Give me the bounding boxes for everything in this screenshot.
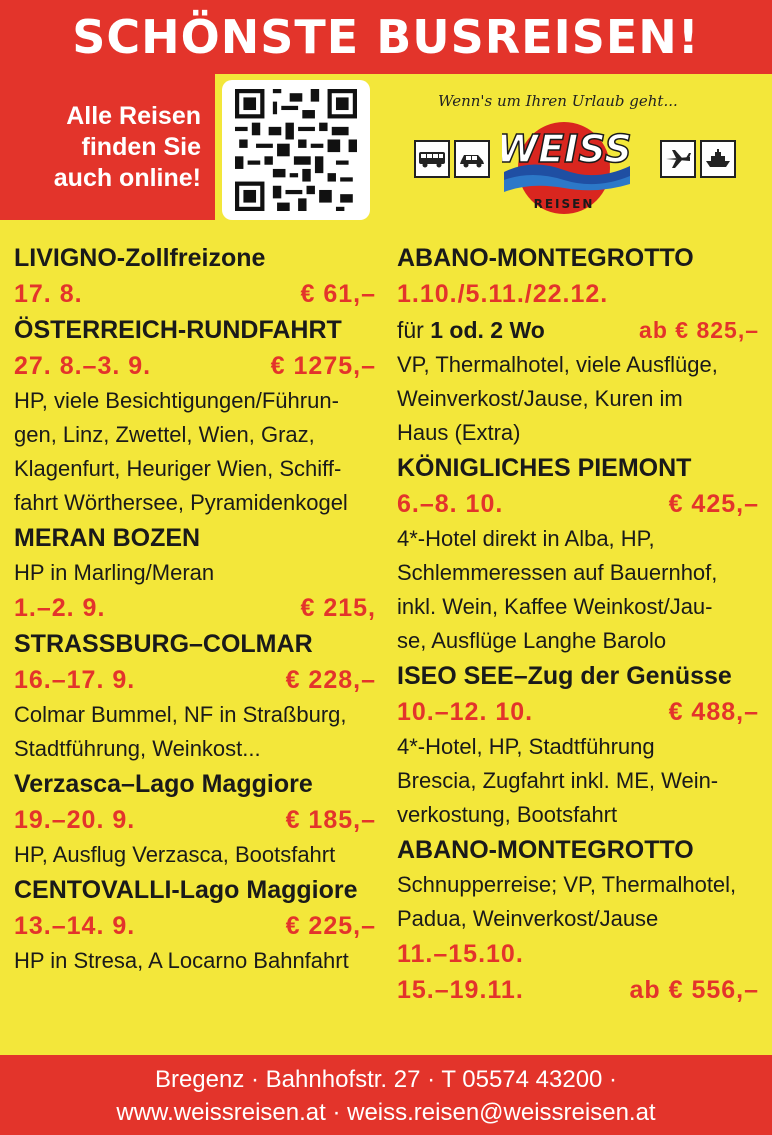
offer-desc-line: Klagenfurt, Heuriger Wien, Schiff- [14, 456, 342, 481]
logo-brand: WEISS [502, 127, 632, 171]
offer-verzasca [14, 766, 376, 872]
offer-date-price [14, 908, 376, 944]
offer-title: KÖNIGLICHES PIEMONT [397, 454, 692, 482]
offer-desc-line: fahrt Wörthersee, Pyramidenkogel [14, 490, 348, 515]
offer-date: 11.–15.10. [397, 940, 524, 968]
offer-desc-line: 4*-Hotel direkt in Alba, HP, [397, 526, 655, 551]
qr-code[interactable] [222, 80, 370, 220]
offer-desc-line: HP, viele Besichtigungen/Führun- [14, 388, 339, 413]
duration-value: 1 od. 2 Wo [430, 317, 545, 343]
plane-icon [660, 140, 696, 178]
offer-meran [14, 520, 376, 626]
logo-slogan: Wenn's um Ihren Urlaub geht... [438, 92, 678, 110]
offer-price: € 225,– [285, 912, 376, 940]
offer-date: 6.–8. 10. [397, 490, 504, 518]
offer-date: 1.–2. 9. [14, 594, 106, 622]
headline-banner [0, 0, 772, 74]
online-line: finden Sie [81, 132, 201, 161]
offer-desc-line: Schnupperreise; VP, Thermalhotel, [397, 872, 737, 897]
offer-desc-line: Weinverkost/Jause, Kuren im [397, 386, 683, 411]
offer-desc-line: inkl. Wein, Kaffee Weinkost/Jau- [397, 594, 713, 619]
offer-date-price [14, 348, 376, 384]
footer-web-email[interactable]: www.weissreisen.at · weiss.reisen@weissreisen.at [116, 1099, 656, 1126]
logo-emblem [502, 110, 632, 214]
offer-price: € 185,– [285, 806, 376, 834]
offer-desc-line: Stadtführung, Weinkost... [14, 736, 261, 761]
offer-desc-line: verkostung, Bootsfahrt [397, 802, 618, 827]
offer-price: ab € 556,– [629, 976, 759, 1004]
offer-desc-line: HP, Ausflug Verzasca, Bootsfahrt [14, 842, 336, 867]
offer-desc-line: gen, Linz, Zwettel, Wien, Graz, [14, 422, 315, 447]
offer-centovalli [14, 872, 376, 978]
offer-title: MERAN BOZEN [14, 524, 201, 552]
offer-date-price [397, 694, 759, 730]
offer-title: ÖSTERREICH-RUNDFAHRT [14, 316, 342, 344]
offer-date: 17. 8. [14, 280, 83, 308]
offer-desc-line: HP in Marling/Meran [14, 560, 215, 585]
offer-date-price [14, 662, 376, 698]
offer-desc-line: se, Ausflüge Langhe Barolo [397, 628, 667, 653]
footer-address: Bregenz · Bahnhofstr. 27 · T 05574 43200 · [154, 1066, 618, 1093]
offer-desc-line: HP in Stresa, A Locarno Bahnfahrt [14, 948, 349, 973]
offer-desc-line: Padua, Weinverkost/Jause [397, 906, 659, 931]
offer-duration-price [397, 312, 759, 348]
offer-desc-line: Schlemmeressen auf Bauernhof, [397, 560, 718, 585]
offer-price: € 425,– [668, 490, 759, 518]
duration-prefix: für [397, 317, 431, 343]
contact-footer [0, 1055, 772, 1135]
offer-abano-2 [397, 832, 759, 1008]
offer-title: ABANO-MONTEGROTTO [397, 836, 694, 864]
logo-icons-right [660, 140, 736, 178]
offer-title: LIVIGNO-Zollfreizone [14, 244, 266, 272]
offer-date-price [14, 590, 376, 626]
offer-price: € 228,– [285, 666, 376, 694]
offer-duration [397, 312, 545, 348]
offer-desc-line: 4*-Hotel, HP, Stadtführung [397, 734, 655, 759]
offer-date: 15.–19.11. [397, 976, 524, 1004]
offer-date-price [397, 486, 759, 522]
offer-title: STRASSBURG–COLMAR [14, 630, 313, 658]
offer-title: ABANO-MONTEGROTTO [397, 244, 694, 272]
offer-price: ab € 825,– [639, 317, 759, 343]
offer-piemont [397, 450, 759, 658]
offer-title: ISEO SEE–Zug der Genüsse [397, 662, 732, 690]
headline: SCHÖNSTE BUSREISEN! [72, 10, 700, 64]
bus-icon [414, 140, 450, 178]
offer-desc-line: Haus (Extra) [397, 420, 521, 445]
ship-icon [700, 140, 736, 178]
offer-oesterreich [14, 312, 376, 520]
offer-price: € 1275,– [270, 352, 376, 380]
offer-price: € 488,– [668, 698, 759, 726]
weiss-reisen-logo[interactable] [410, 82, 760, 214]
offer-date: 10.–12. 10. [397, 698, 534, 726]
online-line: Alle Reisen [66, 101, 201, 130]
offers-right-column [397, 240, 759, 1008]
offer-date: 16.–17. 9. [14, 666, 136, 694]
offer-date-price [397, 972, 759, 1008]
offer-price: € 215, [300, 594, 376, 622]
logo-icons-left [414, 140, 490, 178]
offer-abano-1 [397, 240, 759, 450]
offer-desc-line: Brescia, Zugfahrt inkl. ME, Wein- [397, 768, 719, 793]
logo-brand-sub: REISEN [533, 197, 595, 211]
offer-price: € 61,– [300, 280, 376, 308]
offer-date-row [397, 276, 759, 312]
offers-left-column [14, 240, 376, 978]
offer-date: 19.–20. 9. [14, 806, 136, 834]
offer-date: 27. 8.–3. 9. [14, 352, 152, 380]
offer-title: CENTOVALLI-Lago Maggiore [14, 876, 358, 904]
offer-desc-line: VP, Thermalhotel, viele Ausflüge, [397, 352, 718, 377]
offer-iseo [397, 658, 759, 832]
offer-strassburg [14, 626, 376, 766]
qr-code-graphic [235, 89, 357, 211]
offer-title: Verzasca–Lago Maggiore [14, 770, 313, 798]
offer-desc-line: Colmar Bummel, NF in Straßburg, [14, 702, 347, 727]
offer-date: 1.10./5.11./22.12. [397, 280, 609, 308]
offer-date-row [397, 936, 759, 972]
offer-date-price [14, 802, 376, 838]
online-notice [0, 74, 215, 220]
online-line: auch online! [53, 163, 201, 192]
offer-livigno [14, 240, 376, 312]
offer-date: 13.–14. 9. [14, 912, 136, 940]
car-icon [454, 140, 490, 178]
offer-date-price [14, 276, 376, 312]
